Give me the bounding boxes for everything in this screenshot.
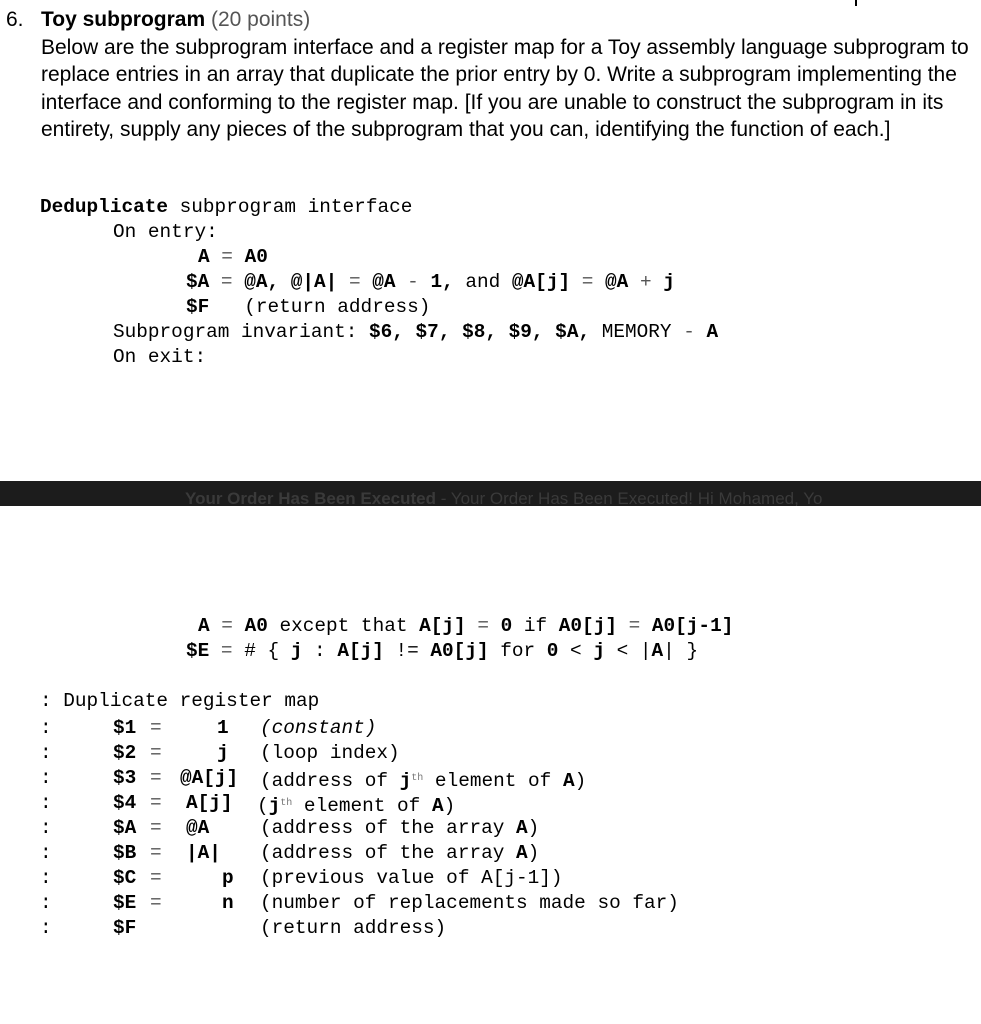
register-name: $A — [113, 817, 137, 839]
register-description: (address of the array A) — [260, 842, 540, 864]
top-edge-mark — [855, 0, 857, 6]
register-description: (address of $j^{th}$ element of A) — [260, 770, 587, 792]
register-equals: = — [150, 842, 162, 864]
register-row-colon: : — [40, 767, 52, 789]
register-name: $E — [113, 892, 137, 914]
register-description: (loop index) — [260, 742, 400, 764]
register-equals: = — [150, 892, 162, 914]
interface-name: Deduplicate — [40, 196, 168, 218]
notification-banner[interactable] — [0, 481, 981, 506]
register-name: $1 — [113, 717, 137, 739]
register-row-colon: : — [40, 892, 52, 914]
register-description: (number of replacements made so far) — [260, 892, 679, 914]
register-value: 1 — [217, 717, 229, 739]
interface-subtitle: subprogram interface — [179, 196, 413, 218]
notification-text[interactable] — [185, 489, 823, 506]
interface-header — [40, 195, 412, 220]
entry-line-sa-render: $A = @A, @|A| = @A - 1, and @A[j] = @A + j — [186, 271, 675, 293]
register-description: ($j^{th}$ element of A) — [257, 795, 456, 817]
register-name: $3 — [113, 767, 137, 789]
question-title: Toy subprogram — [41, 8, 206, 31]
notification-message: - Your Order Has Been Executed! Hi Mohamed, Yo — [436, 489, 823, 506]
register-equals: = — [150, 767, 162, 789]
question-points: (20 points) — [210, 8, 311, 31]
register-row-colon: : — [40, 792, 52, 814]
question-number: 6. — [6, 8, 24, 31]
register-value: |A| — [186, 842, 221, 864]
register-row-colon: : — [40, 917, 52, 939]
register-equals: = — [150, 792, 162, 814]
on-exit-label: On exit: — [113, 346, 207, 368]
register-value: n — [222, 892, 234, 914]
on-entry-label: On entry: — [113, 221, 218, 243]
register-name: $4 — [113, 792, 137, 814]
register-equals: = — [150, 742, 162, 764]
register-name: $2 — [113, 742, 137, 764]
register-description: (return address) — [260, 917, 447, 939]
register-name: $F — [113, 917, 137, 939]
register-equals: = — [150, 817, 162, 839]
register-value: j — [217, 742, 229, 764]
register-value: @A — [186, 817, 210, 839]
notification-title: Your Order Has Been Executed — [185, 489, 436, 506]
invariant-line-render: Subprogram invariant: $6, $7, $8, $9, $A, MEMORY - A — [113, 321, 719, 343]
entry-line-sf-render: $F (return address) — [186, 296, 431, 318]
register-value: @A[j] — [180, 767, 239, 789]
entry-line-a-render: A = A0 — [198, 246, 268, 268]
register-row-colon: : — [40, 742, 52, 764]
register-description: (address of the array A) — [260, 817, 540, 839]
register-row-colon: : — [40, 817, 52, 839]
register-value: A[j] — [186, 792, 233, 814]
register-name: $C — [113, 867, 137, 889]
exit-line-se-render: $E = # { j : A[j] != A0[j] for 0 < j < |A| } — [186, 640, 699, 662]
register-row-colon: : — [40, 717, 52, 739]
question-body: Below are the subprogram interface and a register map for a Toy assembly language subprogram to replace entries in an array that duplicate the prior entry by 0. Write a subprogram implementing the interface and conforming to the register map. [If you are unable to construct the subprogram in its entirety, supply any pieces of the subprogram that you can, identifying the function of each.] — [41, 35, 969, 141]
register-equals: = — [150, 717, 162, 739]
register-name: $B — [113, 842, 137, 864]
register-value: p — [222, 867, 234, 889]
register-description: (constant) — [260, 717, 377, 739]
register-map-title: : Duplicate register map — [40, 690, 320, 712]
register-row-colon: : — [40, 867, 52, 889]
register-row-colon: : — [40, 842, 52, 864]
register-equals: = — [150, 867, 162, 889]
register-description: (previous value of A[j-1]) — [260, 867, 563, 889]
exit-line-a-render: A = A0 except that A[j] = 0 if A0[j] = A0[j-1] — [198, 615, 734, 637]
question-heading — [41, 6, 310, 34]
